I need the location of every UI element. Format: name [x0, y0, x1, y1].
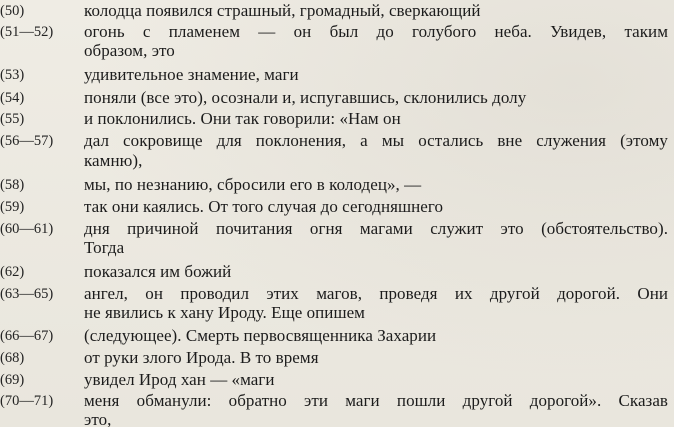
line-number: (58) [0, 177, 25, 193]
line-number: (53) [0, 67, 25, 83]
line-text: огонь с пламенем — он был до голубого неба. Увидев, таким [84, 22, 668, 41]
line-number: (56—57) [0, 133, 54, 149]
line-text: увидел Ирод хан — «маги [84, 370, 275, 389]
line-text: колодца появился страшный, громадный, сверкающий [84, 1, 481, 20]
line-text: Тогда [84, 238, 125, 257]
line-text: камню), [84, 151, 143, 170]
line-text: образом, это [84, 41, 175, 60]
line-number: (69) [0, 372, 25, 388]
line-text: так они каялись. От того случая до сегодняшнего [84, 197, 443, 216]
line-60-61 [0, 219, 674, 239]
line-56-57 [0, 131, 674, 151]
line-text: не явились к хану Ироду. Еще опишем [84, 303, 365, 322]
line-text: ангел, он проводил этих магов, проведя их другой дорогой. Они [84, 284, 668, 303]
line-63-65-cont [0, 303, 674, 323]
line-number: (51—52) [0, 24, 54, 40]
line-text: от руки злого Ирода. В то время [84, 348, 319, 367]
line-55 [0, 109, 674, 129]
line-text: дня причиной почитания огня магами служит это (обстоятельство). [84, 219, 668, 238]
line-text: поняли (все это), осознали и, испугавшись, склонились долу [84, 88, 527, 107]
line-text: показался им божий [84, 262, 232, 281]
line-53 [0, 65, 674, 85]
line-54 [0, 88, 674, 108]
line-62 [0, 262, 674, 282]
line-number: (55) [0, 111, 25, 127]
line-text: (следующее). Смерть первосвященника Захарии [84, 326, 437, 345]
line-number: (59) [0, 199, 25, 215]
line-text: дал сокровище для поклонения, а мы остались вне служения (этому [84, 131, 668, 150]
line-number: (70—71) [0, 393, 54, 409]
line-number: (50) [0, 3, 25, 19]
line-text: мы, по незнанию, сбросили его в колодец», — [84, 175, 422, 194]
line-number: (62) [0, 264, 25, 280]
line-68 [0, 348, 674, 368]
line-number: (66—67) [0, 328, 54, 344]
line-number: (60—61) [0, 221, 54, 237]
line-70-71-cont [0, 410, 674, 427]
line-66-67 [0, 326, 674, 346]
line-number: (63—65) [0, 286, 54, 302]
line-text: это, [84, 410, 112, 427]
line-60-61-cont [0, 238, 674, 258]
line-number: (68) [0, 350, 25, 366]
line-59 [0, 197, 674, 217]
line-text: удивительное знамение, маги [84, 65, 299, 84]
line-69 [0, 370, 674, 390]
line-50 [0, 1, 674, 21]
line-56-57-cont [0, 151, 674, 171]
line-63-65 [0, 284, 674, 304]
line-text: меня обманули: обратно эти маги пошли другой дорогой». Сказав [84, 391, 668, 410]
line-number: (54) [0, 90, 25, 106]
line-70-71 [0, 391, 674, 411]
line-58 [0, 175, 674, 195]
line-51-52-cont [0, 41, 674, 61]
line-51-52 [0, 22, 674, 42]
line-text: и поклонились. Они так говорили: «Нам он [84, 109, 401, 128]
